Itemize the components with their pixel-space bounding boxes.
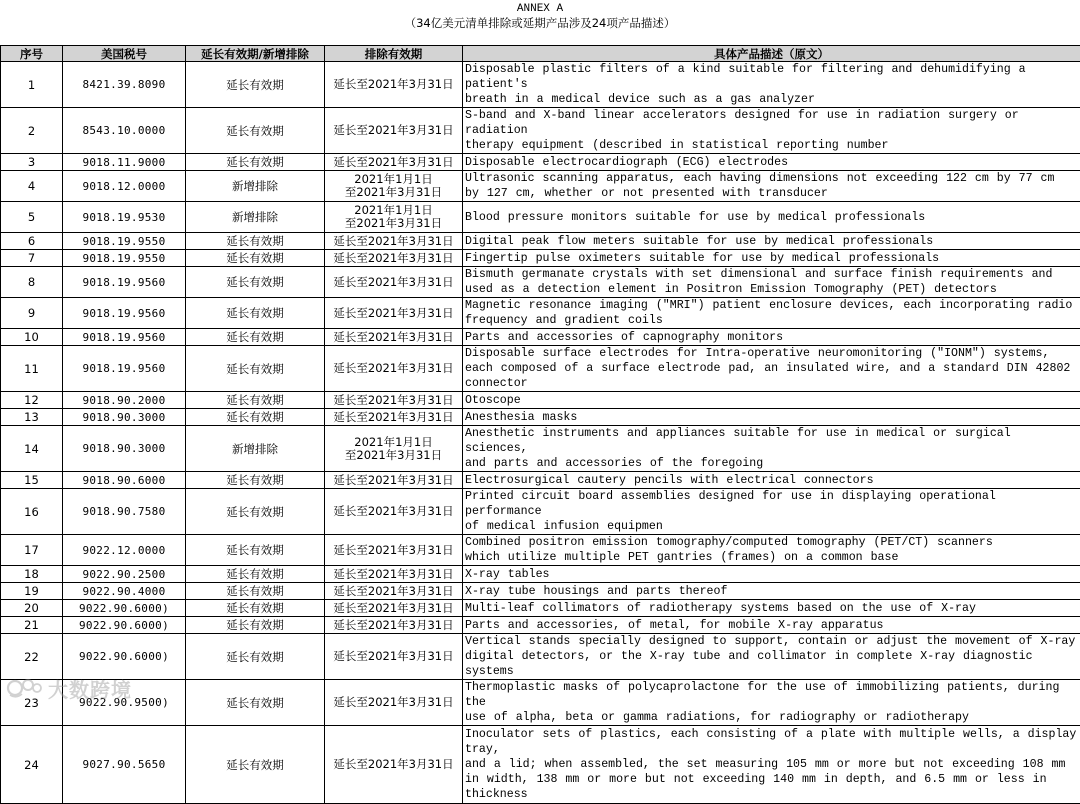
cell-serial-no: 4 [1, 171, 63, 202]
cell-serial-no: 16 [1, 489, 63, 535]
table-row [1, 726, 1080, 804]
cell-action-type: 延长有效期 [186, 583, 325, 600]
cell-serial-no: 19 [1, 583, 63, 600]
cell-us-tariff-code: 9022.90.6000) [63, 634, 186, 680]
cell-us-tariff-code: 9022.90.6000) [63, 600, 186, 617]
cell-exclusion-period [325, 583, 463, 600]
table-row [1, 409, 1080, 426]
cell-exclusion-period [325, 600, 463, 617]
exclusion-period-line: 2021年1月1日 [327, 173, 460, 186]
cell-action-type: 延长有效期 [186, 680, 325, 726]
cell-action-type: 延长有效期 [186, 617, 325, 634]
table-row [1, 392, 1080, 409]
table-row [1, 202, 1080, 233]
cell-us-tariff-code: 9018.19.9560 [63, 329, 186, 346]
cell-serial-no: 3 [1, 154, 63, 171]
table-row [1, 583, 1080, 600]
cell-action-type: 延长有效期 [186, 62, 325, 108]
cell-exclusion-period [325, 233, 463, 250]
cell-us-tariff-code: 9018.12.0000 [63, 171, 186, 202]
cell-exclusion-period [325, 108, 463, 154]
cell-product-description: Anesthesia masks [463, 409, 1080, 426]
cell-action-type: 延长有效期 [186, 392, 325, 409]
cell-us-tariff-code: 9022.90.6000) [63, 617, 186, 634]
exclusion-period-line: 延长至2021年3月31日 [327, 78, 460, 91]
cell-serial-no: 2 [1, 108, 63, 154]
table-row [1, 566, 1080, 583]
cell-serial-no: 22 [1, 634, 63, 680]
cell-us-tariff-code: 9018.11.9000 [63, 154, 186, 171]
cell-us-tariff-code: 8543.10.0000 [63, 108, 186, 154]
cell-product-description: Printed circuit board assemblies designed for use in displaying operational performance of medical infusion equipmen [463, 489, 1080, 535]
cell-serial-no: 11 [1, 346, 63, 392]
exclusion-period-line: 延长至2021年3月31日 [327, 252, 460, 265]
cell-exclusion-period [325, 489, 463, 535]
exclusion-period-line: 延长至2021年3月31日 [327, 758, 460, 771]
cell-exclusion-period [325, 250, 463, 267]
cell-serial-no: 1 [1, 62, 63, 108]
cell-product-description: Multi-leaf collimators of radiotherapy systems based on the use of X-ray [463, 600, 1080, 617]
cell-product-description: Disposable plastic filters of a kind suitable for filtering and dehumidifying a patient's breath in a medical device such as a gas analyzer [463, 62, 1080, 108]
cell-product-description: X-ray tube housings and parts thereof [463, 583, 1080, 600]
cell-us-tariff-code: 9027.90.5650 [63, 726, 186, 804]
cell-us-tariff-code: 9018.19.9530 [63, 202, 186, 233]
header-serial-no: 序号 [1, 46, 63, 62]
exclusion-period-line: 延长至2021年3月31日 [327, 124, 460, 137]
cell-product-description: Parts and accessories, of metal, for mobile X-ray apparatus [463, 617, 1080, 634]
cell-us-tariff-code: 9018.19.9560 [63, 346, 186, 392]
cell-serial-no: 15 [1, 472, 63, 489]
table-row [1, 171, 1080, 202]
cell-exclusion-period [325, 202, 463, 233]
table-row [1, 634, 1080, 680]
cell-us-tariff-code: 9022.12.0000 [63, 535, 186, 566]
exclusion-period-line: 延长至2021年3月31日 [327, 411, 460, 424]
cell-product-description: Vertical stands specially designed to support, contain or adjust the movement of X-ray digital detectors, or the X-ray tube and collimator in complete X-ray diagnostic systems [463, 634, 1080, 680]
cell-exclusion-period [325, 634, 463, 680]
cell-us-tariff-code: 9018.90.7580 [63, 489, 186, 535]
cell-serial-no: 23 [1, 680, 63, 726]
watermark-text: 大数跨境 [48, 674, 132, 703]
exclusion-period-line: 延长至2021年3月31日 [327, 156, 460, 169]
exclusion-period-line: 延长至2021年3月31日 [327, 235, 460, 248]
cell-exclusion-period [325, 392, 463, 409]
cell-action-type: 新增排除 [186, 202, 325, 233]
cell-exclusion-period [325, 62, 463, 108]
cell-exclusion-period [325, 472, 463, 489]
cell-product-description: Electrosurgical cautery pencils with electrical connectors [463, 472, 1080, 489]
header-action-type: 延长有效期/新增排除 [186, 46, 325, 62]
cell-product-description: Disposable surface electrodes for Intra-operative neuromonitoring ("IONM") systems, each composed of a surface electrode pad, an insulated wire, and a standard DIN 42802 connector [463, 346, 1080, 392]
exclusion-period-line: 延长至2021年3月31日 [327, 544, 460, 557]
exclusion-period-line: 延长至2021年3月31日 [327, 307, 460, 320]
table-row [1, 426, 1080, 472]
header-exclusion-period: 排除有效期 [325, 46, 463, 62]
cell-us-tariff-code: 9018.19.9560 [63, 267, 186, 298]
cell-serial-no: 6 [1, 233, 63, 250]
table-body [1, 62, 1080, 804]
table-row [1, 108, 1080, 154]
cell-product-description: Fingertip pulse oximeters suitable for use by medical professionals [463, 250, 1080, 267]
cell-product-description: S-band and X-band linear accelerators designed for use in radiation surgery or radiation therapy equipment (described in statistical reporting number [463, 108, 1080, 154]
cell-action-type: 延长有效期 [186, 329, 325, 346]
cell-product-description: Blood pressure monitors suitable for use by medical professionals [463, 202, 1080, 233]
table-header-row [1, 46, 1080, 62]
table-row [1, 346, 1080, 392]
cell-exclusion-period [325, 680, 463, 726]
cell-product-description: Otoscope [463, 392, 1080, 409]
table-row [1, 233, 1080, 250]
cell-action-type: 延长有效期 [186, 108, 325, 154]
cell-us-tariff-code: 9022.90.4000 [63, 583, 186, 600]
annex-subtitle: （34亿美元清单排除或延期产品涉及24项产品描述） [0, 16, 1080, 31]
cell-action-type: 延长有效期 [186, 726, 325, 804]
exclusion-period-line: 2021年1月1日 [327, 204, 460, 217]
product-table [0, 45, 1080, 804]
table-row [1, 680, 1080, 726]
exclusion-period-line: 延长至2021年3月31日 [327, 619, 460, 632]
cell-product-description: X-ray tables [463, 566, 1080, 583]
exclusion-period-line: 至2021年3月31日 [327, 449, 460, 462]
table-row [1, 489, 1080, 535]
cell-action-type: 新增排除 [186, 426, 325, 472]
exclusion-period-line: 延长至2021年3月31日 [327, 602, 460, 615]
cell-serial-no: 18 [1, 566, 63, 583]
cell-serial-no: 9 [1, 298, 63, 329]
cell-serial-no: 21 [1, 617, 63, 634]
cell-us-tariff-code: 9018.19.9560 [63, 298, 186, 329]
cell-us-tariff-code: 9022.90.9500) [63, 680, 186, 726]
cell-exclusion-period [325, 535, 463, 566]
cell-action-type: 延长有效期 [186, 489, 325, 535]
cell-us-tariff-code: 9018.90.6000 [63, 472, 186, 489]
exclusion-period-line: 2021年1月1日 [327, 436, 460, 449]
table-row [1, 62, 1080, 108]
cell-product-description: Bismuth germanate crystals with set dimensional and surface finish requirements and used as a detection element in Positron Emission Tomography (PET) detectors [463, 267, 1080, 298]
cell-action-type: 延长有效期 [186, 600, 325, 617]
cell-product-description: Parts and accessories of capnography monitors [463, 329, 1080, 346]
cell-us-tariff-code: 9018.90.3000 [63, 409, 186, 426]
cell-action-type: 延长有效期 [186, 154, 325, 171]
cell-action-type: 延长有效期 [186, 267, 325, 298]
cell-us-tariff-code: 8421.39.8090 [63, 62, 186, 108]
exclusion-period-line: 至2021年3月31日 [327, 186, 460, 199]
cell-exclusion-period [325, 726, 463, 804]
cell-product-description: Ultrasonic scanning apparatus, each having dimensions not exceeding 122 cm by 77 cm by 127 cm, whether or not presented with transducer [463, 171, 1080, 202]
cell-exclusion-period [325, 617, 463, 634]
exclusion-period-line: 延长至2021年3月31日 [327, 474, 460, 487]
exclusion-period-line: 延长至2021年3月31日 [327, 394, 460, 407]
table-row [1, 329, 1080, 346]
cell-action-type: 延长有效期 [186, 634, 325, 680]
table-row [1, 154, 1080, 171]
cell-exclusion-period [325, 298, 463, 329]
header-product-description: 具体产品描述（原文） [463, 46, 1080, 62]
cell-product-description: Combined positron emission tomography/computed tomography (PET/CT) scanners which utilize multiple PET gantries (frames) on a common base [463, 535, 1080, 566]
exclusion-period-line: 延长至2021年3月31日 [327, 505, 460, 518]
table-row [1, 267, 1080, 298]
cell-us-tariff-code: 9018.19.9550 [63, 233, 186, 250]
table-row [1, 472, 1080, 489]
exclusion-period-line: 延长至2021年3月31日 [327, 585, 460, 598]
cell-serial-no: 10 [1, 329, 63, 346]
cell-serial-no: 5 [1, 202, 63, 233]
cell-action-type: 新增排除 [186, 171, 325, 202]
cell-action-type: 延长有效期 [186, 409, 325, 426]
table-row [1, 617, 1080, 634]
watermark-logo-icon [6, 676, 44, 700]
cell-action-type: 延长有效期 [186, 250, 325, 267]
cell-product-description: Magnetic resonance imaging ("MRI") patient enclosure devices, each incorporating radio frequency and gradient coils [463, 298, 1080, 329]
cell-us-tariff-code: 9018.19.9550 [63, 250, 186, 267]
cell-product-description: Digital peak flow meters suitable for use by medical professionals [463, 233, 1080, 250]
exclusion-period-line: 延长至2021年3月31日 [327, 276, 460, 289]
cell-us-tariff-code: 9018.90.3000 [63, 426, 186, 472]
cell-serial-no: 8 [1, 267, 63, 298]
cell-serial-no: 7 [1, 250, 63, 267]
cell-us-tariff-code: 9018.90.2000 [63, 392, 186, 409]
header-us-tariff-code: 美国税号 [63, 46, 186, 62]
cell-exclusion-period [325, 426, 463, 472]
cell-serial-no: 14 [1, 426, 63, 472]
cell-action-type: 延长有效期 [186, 566, 325, 583]
cell-product-description: Anesthetic instruments and appliances suitable for use in medical or surgical sciences, and parts and accessories of the foregoing [463, 426, 1080, 472]
watermark [6, 674, 132, 702]
exclusion-period-line: 延长至2021年3月31日 [327, 362, 460, 375]
cell-product-description: Thermoplastic masks of polycaprolactone for the use of immobilizing patients, during the use of alpha, beta or gamma radiations, for radiography or radiotherapy [463, 680, 1080, 726]
cell-exclusion-period [325, 329, 463, 346]
exclusion-period-line: 延长至2021年3月31日 [327, 331, 460, 344]
cell-product-description: Inoculator sets of plastics, each consisting of a plate with multiple wells, a display tray, and a lid; when assembled, the set measuring 105 mm or more but not exceeding 108 mm in width, 138 mm or more but not exceeding 140 mm in depth, and 6.5 mm or less in thickness [463, 726, 1080, 804]
cell-exclusion-period [325, 566, 463, 583]
table-row [1, 298, 1080, 329]
cell-action-type: 延长有效期 [186, 233, 325, 250]
cell-serial-no: 24 [1, 726, 63, 804]
cell-exclusion-period [325, 154, 463, 171]
cell-exclusion-period [325, 267, 463, 298]
exclusion-period-line: 延长至2021年3月31日 [327, 696, 460, 709]
cell-us-tariff-code: 9022.90.2500 [63, 566, 186, 583]
cell-action-type: 延长有效期 [186, 298, 325, 329]
cell-exclusion-period [325, 171, 463, 202]
cell-serial-no: 13 [1, 409, 63, 426]
cell-exclusion-period [325, 409, 463, 426]
table-row [1, 250, 1080, 267]
exclusion-period-line: 至2021年3月31日 [327, 217, 460, 230]
exclusion-period-line: 延长至2021年3月31日 [327, 650, 460, 663]
cell-serial-no: 12 [1, 392, 63, 409]
cell-exclusion-period [325, 346, 463, 392]
table-row [1, 535, 1080, 566]
cell-action-type: 延长有效期 [186, 472, 325, 489]
document-header [0, 0, 1080, 45]
cell-product-description: Disposable electrocardiograph (ECG) electrodes [463, 154, 1080, 171]
cell-serial-no: 20 [1, 600, 63, 617]
exclusion-period-line: 延长至2021年3月31日 [327, 568, 460, 581]
table-row [1, 600, 1080, 617]
cell-action-type: 延长有效期 [186, 346, 325, 392]
cell-action-type: 延长有效期 [186, 535, 325, 566]
annex-title: ANNEX A [0, 2, 1080, 16]
cell-serial-no: 17 [1, 535, 63, 566]
